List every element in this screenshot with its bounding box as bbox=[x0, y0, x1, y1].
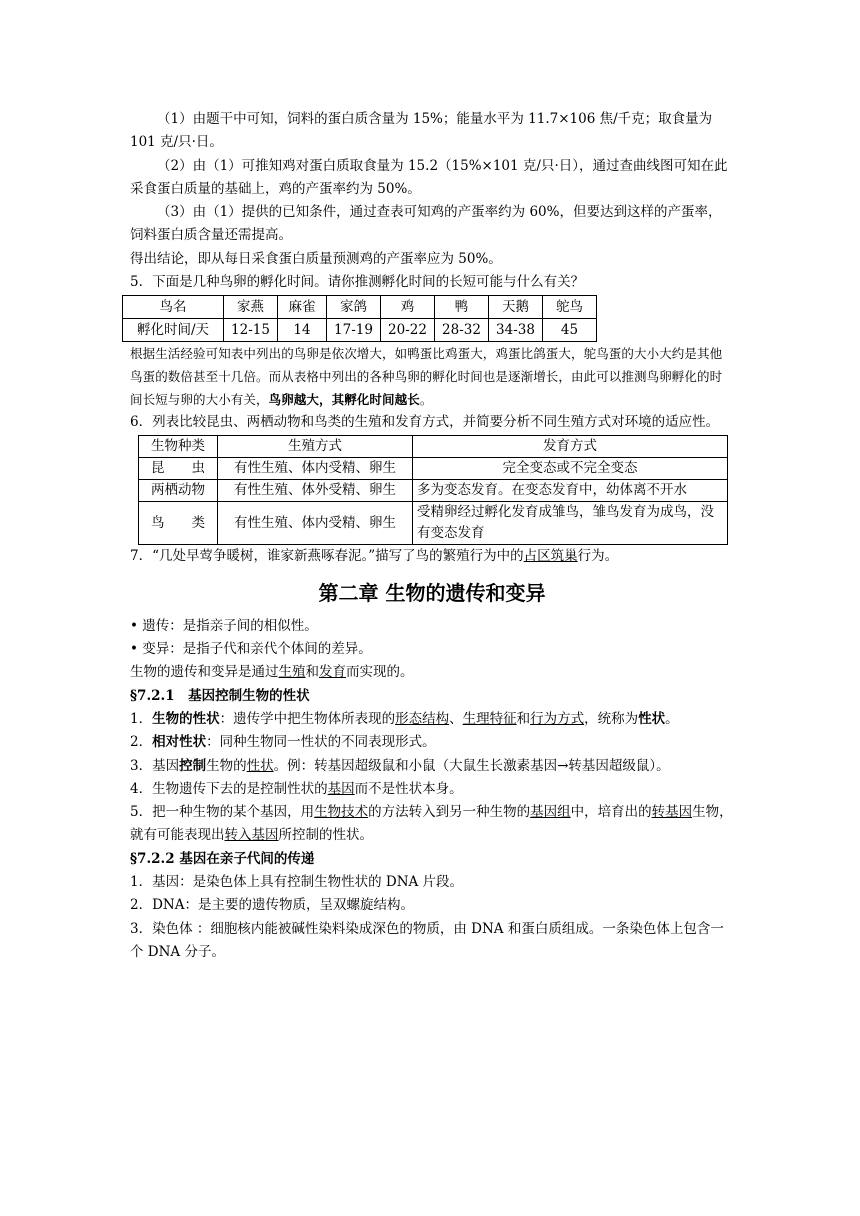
text: ，统称为 bbox=[584, 710, 639, 727]
table-cell: 20-22 bbox=[381, 319, 435, 342]
chromosome-definition: 3．染色体 ：细胞核内能被碱性染料染成深色的物质，由 DNA 和蛋白质组成。一条染色体上包含一个 DNA 分子。 bbox=[130, 920, 724, 960]
text: 1． bbox=[130, 710, 153, 727]
intro-paragraph-2: （2）由（1）可推知鸡对蛋白质取食量为 15.2（15%×101 克/只·日），通过查曲线图可知在此采食蛋白质量的基础上，鸡的产蛋率约为 50%。 bbox=[130, 157, 728, 197]
table-cell: 鸭 bbox=[435, 296, 489, 319]
table-cell: 两栖动物 bbox=[139, 480, 218, 502]
reproduction-table bbox=[138, 435, 728, 545]
underlined-term: 生物技术 bbox=[314, 804, 369, 821]
item-5 bbox=[130, 801, 734, 848]
text: 中，培育出的 bbox=[570, 804, 652, 821]
table-cell: 有性生殖、体内受精、卵生 bbox=[218, 502, 413, 545]
table-cell: 34-38 bbox=[489, 319, 543, 342]
text: 而不是性状本身。 bbox=[354, 780, 463, 797]
underlined-term: 行为方式 bbox=[530, 710, 585, 727]
intro-paragraph-1: （1）由题干中可知，饲料的蛋白质含量为 15%；能量水平为 11.7×106 焦/千克；取食量为 101 克/只·日。 bbox=[130, 111, 713, 151]
bold-term: 控制 bbox=[179, 757, 207, 774]
table-cell: 多为变态发育。在变态发育中，幼体离不开水 bbox=[413, 480, 728, 502]
table-cell: 完全变态或不完全变态 bbox=[413, 458, 728, 480]
table-cell: 17-19 bbox=[327, 319, 381, 342]
table-row bbox=[139, 480, 728, 502]
answer-end: 。 bbox=[419, 391, 433, 407]
table-cell: 麻雀 bbox=[278, 296, 327, 319]
table-row bbox=[123, 319, 597, 342]
underlined-term: 性状 bbox=[246, 757, 274, 774]
item-1 bbox=[130, 708, 734, 731]
underlined-term: 转基因 bbox=[651, 804, 693, 821]
table-header-row bbox=[123, 296, 597, 319]
chapter-title: 第二章 生物的遗传和变异 bbox=[318, 580, 546, 605]
text: 。例：转基因超级鼠和小鼠（大鼠生长激素基因→转基因超级鼠）。 bbox=[273, 757, 670, 774]
text: 和 bbox=[516, 710, 531, 727]
text: 所控制的性状。 bbox=[278, 827, 373, 844]
bullet-variation: • 变异：是指子代和亲代个体间的差异。 bbox=[130, 641, 372, 658]
text: 生物的遗传和变异是通过 bbox=[130, 664, 279, 681]
text: 生物，就有可能表现出 bbox=[130, 804, 733, 844]
text: 而实现的。 bbox=[346, 664, 414, 681]
bold-term: 性状 bbox=[638, 710, 666, 727]
table-cell: 鸟名 bbox=[123, 296, 224, 319]
text: 4．生物遗传下去的是控制性状的 bbox=[130, 780, 328, 797]
q7-text: 7．“几处早莺争暖树，谁家新燕啄春泥。”描写了鸟的繁殖行为中的 bbox=[130, 548, 524, 565]
answer-text: 根据生活经验可知表中列出的鸟卵是依次增大，如鸭蛋比鸡蛋大，鸡蛋比鸽蛋大，鸵鸟蛋的大小大约是其他鸟蛋的数倍甚至十几倍。而从表格中列出的各种鸟卵的孵化时间也是逐渐增长，由此可以推测鸟卵孵化的时间长短与卵的大小有关， bbox=[130, 346, 723, 407]
table-cell: 45 bbox=[543, 319, 597, 342]
item-3 bbox=[130, 755, 734, 778]
text: 、 bbox=[449, 710, 463, 727]
table-row bbox=[139, 502, 728, 545]
answer-emphasis: 鸟卵越大，其孵化时间越长 bbox=[268, 391, 420, 407]
table-cell: 受精卵经过孵化发育成雏鸟，雏鸟发育为成鸟，没有变态发育 bbox=[413, 502, 728, 545]
text: ：遗传学中把生物体所表现的 bbox=[219, 710, 396, 727]
document-page bbox=[130, 108, 734, 964]
table-cell: 有性生殖、体内受精、卵生 bbox=[218, 458, 413, 480]
table-header-row bbox=[139, 436, 728, 458]
intro-paragraph-3: （3）由（1）提供的已知条件，通过查表可知鸡的产蛋率约为 60%，但要达到这样的产蛋率，饲料蛋白质含量还需提高。 bbox=[130, 204, 722, 244]
text: ：同种生物同一性状的不同表现形式。 bbox=[206, 734, 436, 751]
q7-answer: 占区筑巢 bbox=[523, 548, 578, 565]
underlined-term: 发育 bbox=[319, 664, 346, 681]
q7-end: 行为。 bbox=[577, 548, 619, 565]
item-4 bbox=[130, 778, 734, 801]
section-heading-7-2-2: §7.2.2 基因在亲子代间的传递 bbox=[130, 850, 315, 867]
table-cell: 生殖方式 bbox=[218, 436, 413, 458]
table-cell: 生物种类 bbox=[139, 436, 218, 458]
table-row bbox=[139, 458, 728, 480]
table-cell: 孵化时间/天 bbox=[123, 319, 224, 342]
text: 3．基因 bbox=[130, 757, 180, 774]
dna-definition: 2．DNA：是主要的遗传物质，呈双螺旋结构。 bbox=[130, 897, 414, 914]
question-5: 5．下面是几种鸟卵的孵化时间。请你推测孵化时间的长短可能与什么有关？ bbox=[130, 274, 585, 291]
section-heading-7-2-1: §7.2.1 基因控制生物的性状 bbox=[130, 687, 310, 704]
intro-conclusion: 得出结论，即从每日采食蛋白质量预测鸡的产蛋率应为 50%。 bbox=[130, 250, 502, 267]
item-2 bbox=[130, 731, 734, 754]
table-cell: 14 bbox=[278, 319, 327, 342]
bold-term: 生物的性状 bbox=[152, 710, 220, 727]
table-cell: 有性生殖、体外受精、卵生 bbox=[218, 480, 413, 502]
egg-hatching-table bbox=[122, 295, 597, 342]
bullet-heredity: • 遗传：是指亲子间的相似性。 bbox=[130, 617, 318, 634]
text: 2． bbox=[130, 734, 153, 751]
table-cell: 天鹅 bbox=[489, 296, 543, 319]
table-cell: 鸟 类 bbox=[139, 502, 218, 545]
table-cell: 昆 虫 bbox=[139, 458, 218, 480]
text: 5．把一种生物的某个基因，用 bbox=[130, 804, 315, 821]
gene-definition: 1．基因：是染色体上具有控制生物性状的 DNA 片段。 bbox=[130, 874, 464, 891]
table-cell: 鸡 bbox=[381, 296, 435, 319]
text: 和 bbox=[305, 664, 319, 681]
table-cell: 家鸽 bbox=[327, 296, 381, 319]
question-5-answer bbox=[130, 343, 734, 411]
table-cell: 28-32 bbox=[435, 319, 489, 342]
table-cell: 发育方式 bbox=[413, 436, 728, 458]
question-6: 6．列表比较昆虫、两栖动物和鸟类的生殖和发育方式，并简要分析不同生殖方式对环境的适应性。 bbox=[130, 414, 720, 431]
underlined-term: 生殖 bbox=[278, 664, 306, 681]
text: 的方法转入到另一种生物的 bbox=[368, 804, 531, 821]
underlined-term: 转入基因 bbox=[224, 827, 279, 844]
bold-term: 相对性状 bbox=[152, 734, 207, 751]
table-cell: 鸵鸟 bbox=[543, 296, 597, 319]
underlined-term: 基因组 bbox=[530, 804, 571, 821]
text: 。 bbox=[665, 710, 679, 727]
underlined-term: 形态结构 bbox=[395, 710, 450, 727]
question-7 bbox=[130, 545, 734, 568]
heredity-summary bbox=[130, 661, 734, 684]
underlined-term: 基因 bbox=[327, 780, 355, 797]
text: 生物的 bbox=[206, 757, 247, 774]
table-cell: 家燕 bbox=[224, 296, 278, 319]
table-cell: 12-15 bbox=[224, 319, 278, 342]
underlined-term: 生理特征 bbox=[462, 710, 517, 727]
